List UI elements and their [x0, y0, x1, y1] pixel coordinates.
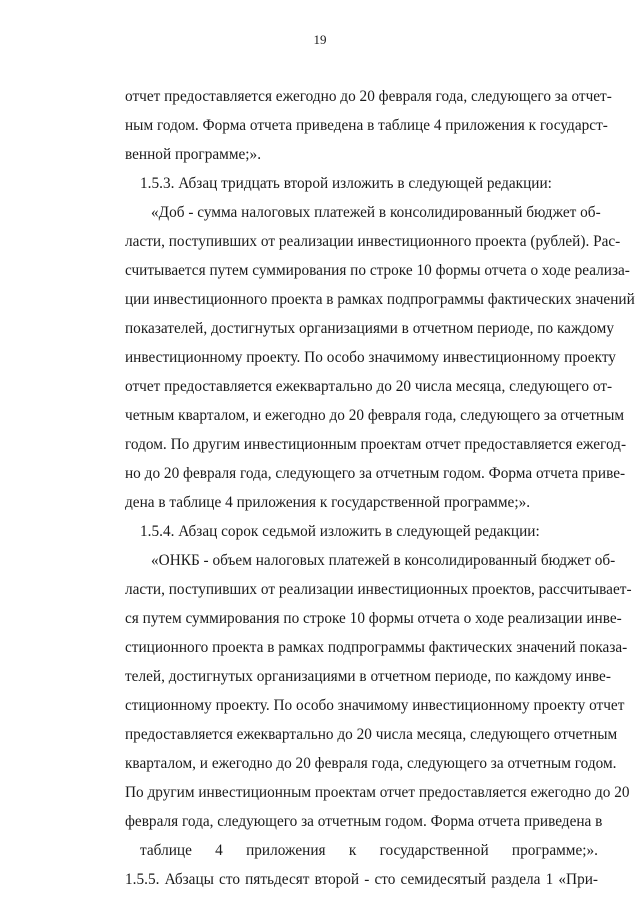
text-line: ции инвестиционного проекта в рамках подпрограммы фактических значений — [125, 291, 635, 308]
text-line: но до 20 февраля года, следующего за отчетным годом. Форма отчета приве- — [125, 465, 626, 482]
text-line: отчет предоставляется ежеквартально до 20 числа месяца, следующего от- — [125, 378, 613, 395]
text-line: 1.5.5. Абзацы сто пятьдесят второй - сто семидесятый раздела 1 «При- — [125, 871, 598, 888]
text-line: «Доб - сумма налоговых платежей в консолидированный бюджет об- — [151, 204, 601, 221]
text-line: февраля года, следующего за отчетным годом. Форма отчета приведена в — [125, 813, 603, 830]
text-line: «ОНКБ - объем налоговых платежей в консолидированный бюджет об- — [151, 552, 616, 569]
text-line: стиционному проекту. По особо значимому инвестиционному проекту отчет — [125, 697, 625, 714]
text-line: ным годом. Форма отчета приведена в таблице 4 приложения к государст- — [125, 117, 608, 134]
text-line: ся путем суммирования по строке 10 формы отчета о ходе реализации инве- — [125, 610, 622, 627]
text-line: ласти, поступивших от реализации инвестиционных проектов, рассчитывает- — [125, 581, 632, 598]
text-line: четным кварталом, и ежегодно до 20 февраля года, следующего за отчетным — [125, 407, 625, 424]
text-line: годом. По другим инвестиционным проектам отчет предоставляется ежегод- — [125, 436, 627, 453]
text-line: отчет предоставляется ежегодно до 20 февраля года, следующего за отчет- — [125, 88, 612, 105]
text-line: предоставляется ежеквартально до 20 числа месяца, следующего отчетным — [125, 726, 618, 743]
text-line: По другим инвестиционным проектам отчет предоставляется ежегодно до 20 — [125, 784, 630, 801]
page-number: 19 — [313, 32, 327, 47]
text-line: ласти, поступивших от реализации инвестиционного проекта (рублей). Рас- — [125, 233, 621, 250]
text-line: считывается путем суммирования по строке 10 формы отчета о ходе реализа- — [125, 262, 630, 279]
text-line: кварталом, и ежегодно до 20 февраля года, следующего за отчетным годом. — [125, 755, 617, 772]
section-heading-1-5-5: таблице 4 приложения к государственной программе;». — [140, 842, 598, 859]
section-heading-1-5-4: 1.5.4. Абзац сорок седьмой изложить в следующей редакции: — [140, 523, 540, 540]
section-heading-1-5-3: 1.5.3. Абзац тридцать второй изложить в следующей редакции: — [140, 175, 552, 192]
text-line: стиционного проекта в рамках подпрограммы фактических значений показа- — [125, 639, 628, 656]
text-line: показателей, достигнутых организациями в отчетном периоде, по каждому — [125, 320, 614, 337]
text-line: дена в таблице 4 приложения к государственной программе;». — [125, 494, 531, 511]
text-line: инвестиционному проекту. По особо значимому инвестиционному проекту — [125, 349, 616, 366]
text-line: телей, достигнутых организациями в отчетном периоде, по каждому инве- — [125, 668, 611, 685]
text-line: венной программе;». — [125, 146, 262, 163]
